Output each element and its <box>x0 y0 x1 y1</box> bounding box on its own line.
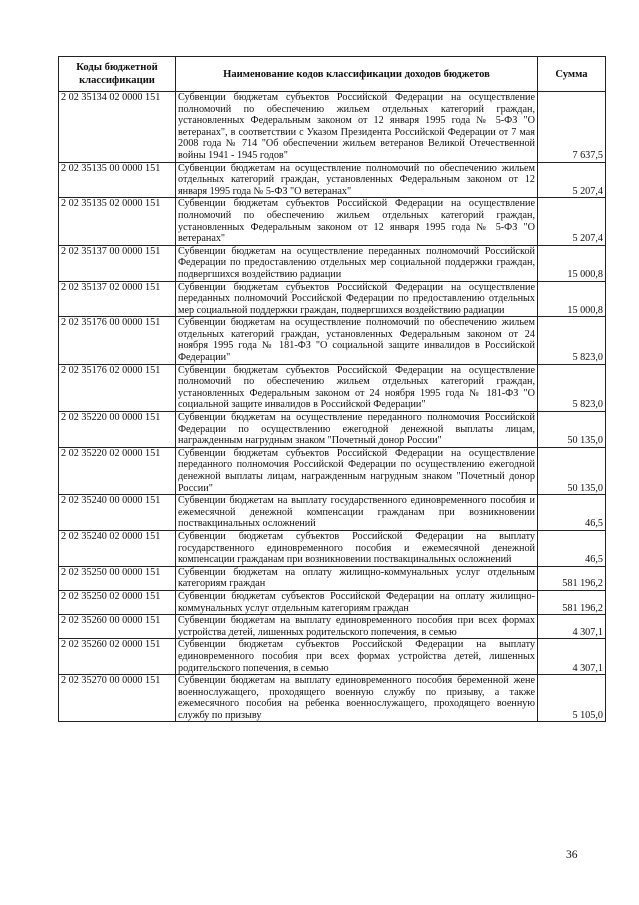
code-cell: 2 02 35134 02 0000 151 <box>59 92 176 163</box>
code-cell: 2 02 35240 02 0000 151 <box>59 530 176 566</box>
sum-cell: 15 000,8 <box>538 245 606 281</box>
name-cell: Субвенции бюджетам субъектов Российской Федерации на осуществление переданного полномочия Российской Федерации по осуществлению ежегодной денежной выплаты лицам, награжденным нагрудным знаком "Почетный донор России" <box>176 447 538 494</box>
code-cell: 2 02 35135 02 0000 151 <box>59 198 176 245</box>
sum-cell: 5 207,4 <box>538 198 606 245</box>
table-row <box>59 495 606 531</box>
name-cell: Субвенции бюджетам субъектов Российской Федерации на выплату государственного единовременного пособия и ежемесячной денежной компенсации гражданам при возникновении поствакцинальных осложнений <box>176 530 538 566</box>
name-cell: Субвенции бюджетам на выплату единовременного пособия беременной жене военнослужащего, проходящего военную службу по призыву, а также ежемесячного пособия на ребенка военнослужащего, проходящего военную службу по призыву <box>176 675 538 722</box>
sum-cell: 581 196,2 <box>538 590 606 614</box>
code-cell: 2 02 35260 00 0000 151 <box>59 615 176 639</box>
code-cell: 2 02 35137 02 0000 151 <box>59 281 176 317</box>
table-row <box>59 198 606 245</box>
code-cell: 2 02 35260 02 0000 151 <box>59 639 176 675</box>
code-cell: 2 02 35137 00 0000 151 <box>59 245 176 281</box>
name-cell: Субвенции бюджетам на осуществление переданных полномочий Российской Федерации по предоставлению отдельных мер социальной поддержки граждан, подвергшихся воздействию радиации <box>176 245 538 281</box>
table-header-row <box>59 57 606 92</box>
revenue-classification-table <box>58 56 606 722</box>
name-cell: Субвенции бюджетам на осуществление переданного полномочия Российской Федерации по осуществлению ежегодной денежной выплаты лицам, награжденным нагрудным знаком "Почетный донор России" <box>176 412 538 448</box>
table-row <box>59 675 606 722</box>
table-row <box>59 566 606 590</box>
code-cell: 2 02 35176 00 0000 151 <box>59 317 176 364</box>
table-row <box>59 245 606 281</box>
table-row <box>59 281 606 317</box>
sum-cell: 4 307,1 <box>538 615 606 639</box>
sum-cell: 5 207,4 <box>538 162 606 198</box>
name-cell: Субвенции бюджетам субъектов Российской Федерации на осуществление полномочий по обеспечению жильем отдельных категорий граждан, установленных Федеральным законом от 24 ноября 1995 года № 181-ФЗ "О социальной защите инвалидов в Российской Федерации" <box>176 364 538 411</box>
sum-cell: 5 823,0 <box>538 364 606 411</box>
table-row <box>59 615 606 639</box>
sum-cell: 15 000,8 <box>538 281 606 317</box>
name-cell: Субвенции бюджетам на оплату жилищно-коммунальных услуг отдельным категориям граждан <box>176 566 538 590</box>
code-cell: 2 02 35240 00 0000 151 <box>59 495 176 531</box>
name-cell: Субвенции бюджетам на осуществление полномочий по обеспечению жильем отдельных категорий граждан, установленных Федеральным законом от 12 января 1995 года № 5-ФЗ "О ветеранах" <box>176 162 538 198</box>
header-name: Наименование кодов классификации доходов бюджетов <box>176 57 538 92</box>
sum-cell: 5 823,0 <box>538 317 606 364</box>
code-cell: 2 02 35135 00 0000 151 <box>59 162 176 198</box>
name-cell: Субвенции бюджетам субъектов Российской Федерации на осуществление полномочий по обеспечению жильем отдельных категорий граждан, установленных Федеральным законом от 12 января 1995 года № 5-ФЗ "О ветеранах", в соответствии с Указом Президента Российской Федерации от 7 мая 2008 года № 714 "Об обеспечении жильем ветеранов Великой Отечественной войны 1941 - 1945 годов" <box>176 92 538 163</box>
header-sum: Сумма <box>538 57 606 92</box>
header-codes: Коды бюджетной классификации <box>59 57 176 92</box>
code-cell: 2 02 35176 02 0000 151 <box>59 364 176 411</box>
sum-cell: 50 135,0 <box>538 447 606 494</box>
table-row <box>59 317 606 364</box>
name-cell: Субвенции бюджетам на выплату государственного единовременного пособия и ежемесячной денежной компенсации гражданам при возникновении поствакцинальных осложнений <box>176 495 538 531</box>
table-row <box>59 162 606 198</box>
sum-cell: 5 105,0 <box>538 675 606 722</box>
sum-cell: 581 196,2 <box>538 566 606 590</box>
table-row <box>59 447 606 494</box>
code-cell: 2 02 35250 02 0000 151 <box>59 590 176 614</box>
table-row <box>59 530 606 566</box>
code-cell: 2 02 35220 02 0000 151 <box>59 447 176 494</box>
table-row <box>59 364 606 411</box>
name-cell: Субвенции бюджетам на выплату единовременного пособия при всех формах устройства детей, лишенных родительского попечения, в семью <box>176 615 538 639</box>
sum-cell: 4 307,1 <box>538 639 606 675</box>
sum-cell: 46,5 <box>538 495 606 531</box>
page-number: 36 <box>566 849 578 861</box>
sum-cell: 50 135,0 <box>538 412 606 448</box>
name-cell: Субвенции бюджетам субъектов Российской Федерации на осуществление полномочий по обеспечению жильем отдельных категорий граждан, установленных Федеральным законом от 12 января 1995 года № 5-ФЗ "О ветеранах" <box>176 198 538 245</box>
code-cell: 2 02 35270 00 0000 151 <box>59 675 176 722</box>
table-row <box>59 639 606 675</box>
table-row <box>59 92 606 163</box>
name-cell: Субвенции бюджетам субъектов Российской Федерации на выплату единовременного пособия при всех формах устройства детей, лишенных родительского попечения, в семью <box>176 639 538 675</box>
name-cell: Субвенции бюджетам субъектов Российской Федерации на оплату жилищно-коммунальных услуг отдельным категориям граждан <box>176 590 538 614</box>
table-row <box>59 590 606 614</box>
sum-cell: 46,5 <box>538 530 606 566</box>
table-body <box>59 92 606 722</box>
sum-cell: 7 637,5 <box>538 92 606 163</box>
name-cell: Субвенции бюджетам на осуществление полномочий по обеспечению жильем отдельных категорий граждан, установленных Федеральным законом от 24 ноября 1995 года № 181-ФЗ "О социальной защите инвалидов в Российской Федерации" <box>176 317 538 364</box>
table-row <box>59 412 606 448</box>
code-cell: 2 02 35220 00 0000 151 <box>59 412 176 448</box>
code-cell: 2 02 35250 00 0000 151 <box>59 566 176 590</box>
name-cell: Субвенции бюджетам субъектов Российской Федерации на осуществление переданных полномочий Российской Федерации по предоставлению отдельных мер социальной поддержки граждан, подвергшихся воздействию радиации <box>176 281 538 317</box>
